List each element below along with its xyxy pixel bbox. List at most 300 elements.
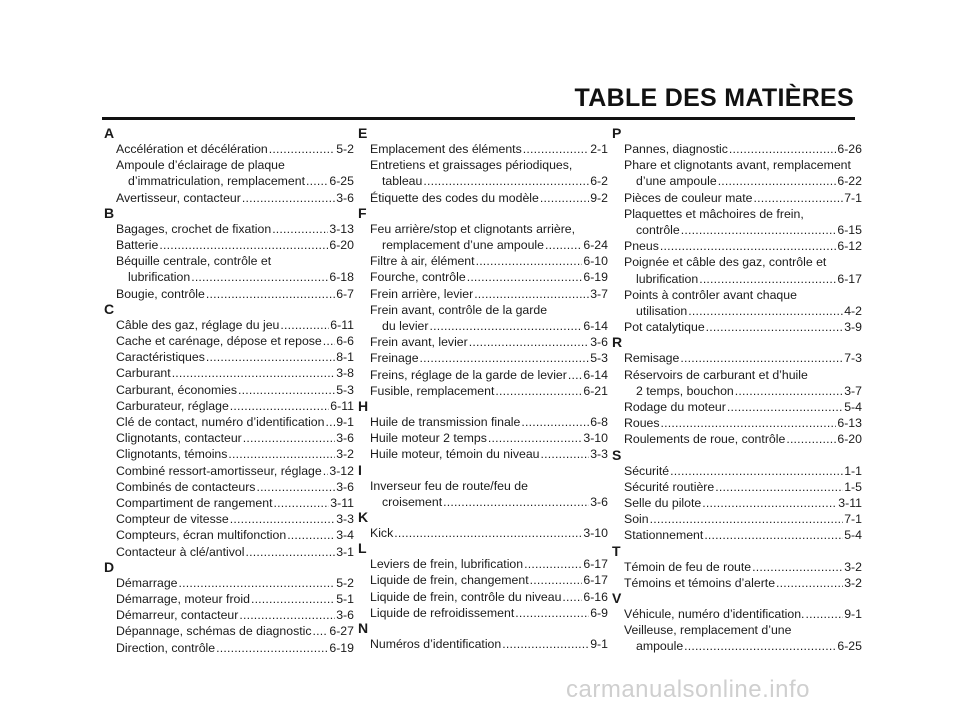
index-entry — [358, 269, 608, 285]
entry-line — [370, 446, 608, 462]
page-number: 6-17 — [583, 557, 608, 572]
section-letter: A — [104, 125, 115, 141]
entry-text: Carburant, économies — [116, 382, 237, 397]
page-number: 6-20 — [329, 238, 354, 253]
index-section — [358, 463, 608, 510]
entry-line — [370, 141, 608, 157]
index-entry — [104, 141, 354, 157]
index-entry — [104, 495, 354, 511]
entry-text: Ampoule d’éclairage de plaque — [116, 158, 285, 173]
entry-text: Combiné ressort-amortisseur, réglage — [116, 463, 322, 478]
page-number: 3-3 — [590, 447, 608, 462]
index-entry — [358, 572, 608, 588]
page-number: 6-6 — [336, 334, 354, 349]
index-entry — [612, 559, 862, 575]
entry-text: Leviers de frein, lubrification — [370, 557, 524, 572]
entry-text: Compteurs, écran multifonction — [116, 528, 287, 543]
entry-line — [116, 640, 354, 656]
entry-text: Remisage — [624, 351, 680, 366]
dot-leader — [530, 572, 583, 588]
index-entry — [104, 575, 354, 591]
entry-text: Réservoirs de carburant et d’huile — [624, 367, 808, 382]
index-entry — [104, 591, 354, 607]
page-number: 5-2 — [336, 575, 354, 590]
section-letter: R — [612, 334, 623, 351]
page-number: 3-7 — [844, 383, 862, 398]
dot-leader — [469, 334, 589, 350]
dot-leader — [704, 527, 843, 543]
entry-text: Frein arrière, levier — [370, 286, 474, 301]
dot-leader — [423, 173, 589, 189]
section-letter: F — [358, 204, 367, 221]
dot-leader — [718, 173, 837, 189]
index-entry — [612, 495, 862, 511]
dot-leader — [228, 446, 335, 462]
section-letter: B — [104, 204, 115, 221]
dot-leader — [323, 463, 329, 479]
page-number: 1-5 — [844, 479, 862, 494]
index-entry — [612, 350, 862, 366]
dot-leader — [251, 591, 335, 607]
entry-text: Phare et clignotants avant, remplacement — [624, 158, 851, 173]
dot-leader — [660, 238, 837, 254]
entry-line — [624, 319, 862, 335]
dot-leader — [172, 365, 336, 381]
page-number: 5-2 — [336, 142, 354, 156]
index-section — [104, 560, 354, 656]
entry-text: utilisation — [636, 304, 688, 319]
index-section — [612, 591, 862, 655]
page-number: 3-6 — [336, 190, 354, 205]
page-number: 3-7 — [590, 286, 608, 301]
entry-line — [116, 414, 354, 430]
entry-line — [370, 494, 608, 510]
index-entry — [104, 317, 354, 333]
entry-text: Kick — [370, 526, 394, 541]
dot-leader — [272, 221, 328, 237]
entry-text: Huile de transmission finale — [370, 415, 521, 430]
entry-text: Sécurité — [624, 463, 670, 478]
entry-line — [116, 173, 354, 189]
page-number: 6-15 — [837, 223, 862, 238]
dot-leader — [688, 303, 843, 319]
page-number: 7-3 — [844, 351, 862, 366]
entry-line — [624, 222, 862, 238]
dot-leader — [752, 559, 843, 575]
entry-text: Batterie — [116, 238, 159, 253]
dot-leader — [515, 605, 589, 621]
dot-leader — [562, 589, 582, 605]
dot-leader — [488, 430, 583, 446]
entry-line — [370, 589, 608, 605]
entry-text: Liquide de refroidissement — [370, 605, 515, 620]
entry-text: Clé de contact, numéro d’identification — [116, 415, 325, 430]
entry-line — [116, 479, 354, 495]
entry-line — [624, 254, 862, 270]
entry-line — [624, 383, 862, 399]
index-entry — [612, 479, 862, 495]
entry-line — [370, 237, 608, 253]
dot-leader — [568, 367, 583, 383]
dot-leader — [313, 623, 329, 639]
entry-text: Filtre à air, élément — [370, 254, 475, 269]
dot-leader — [706, 319, 844, 335]
index-entry — [612, 399, 862, 415]
index-entry — [612, 463, 862, 479]
page-number: 9-2 — [590, 190, 608, 205]
watermark: carmanualsonline.info — [566, 676, 810, 703]
index-section — [358, 510, 608, 541]
entry-line — [116, 317, 354, 333]
dot-leader — [394, 525, 582, 541]
page-number: 6-17 — [583, 573, 608, 588]
dot-leader — [523, 141, 589, 157]
entry-line — [624, 271, 862, 287]
index-entry — [358, 383, 608, 399]
entry-line — [116, 333, 354, 349]
index-entry — [104, 430, 354, 446]
index-entry — [358, 190, 608, 206]
entry-line — [624, 415, 862, 431]
entry-text: tableau — [382, 174, 423, 189]
entry-line — [370, 221, 608, 237]
dot-leader — [699, 271, 836, 287]
dot-leader — [521, 414, 589, 430]
entry-text: Compteur de vitesse — [116, 512, 229, 527]
section-letter: K — [358, 509, 369, 526]
dot-leader — [670, 463, 843, 479]
page-number: 3-11 — [330, 496, 354, 511]
entry-text: Liquide de frein, contrôle du niveau — [370, 589, 562, 604]
page-number: 6-25 — [837, 639, 862, 654]
entry-line — [116, 495, 354, 511]
index-entry — [358, 636, 608, 652]
entry-text: Sécurité routière — [624, 479, 715, 494]
entry-line — [370, 157, 608, 173]
entry-text: Feu arrière/stop et clignotants arrière, — [370, 221, 576, 236]
section-letter: L — [358, 540, 367, 557]
index-section — [358, 541, 608, 621]
page-number: 2-1 — [590, 142, 608, 156]
entry-text: d’une ampoule — [636, 174, 717, 189]
entry-text: Véhicule, numéro d’identification. — [624, 607, 805, 622]
entry-line — [624, 606, 862, 622]
dot-leader — [495, 383, 582, 399]
index-entry — [358, 605, 608, 621]
index-entry — [104, 190, 354, 206]
entry-text: Huile moteur, témoin du niveau — [370, 447, 540, 462]
section-letter: P — [612, 125, 622, 141]
entry-line — [370, 556, 608, 572]
page-number: 7-1 — [844, 512, 862, 527]
entry-text: Huile moteur 2 temps — [370, 431, 487, 446]
entry-text: Clignotants, témoins — [116, 447, 228, 462]
dot-leader — [159, 237, 328, 253]
entry-text: Liquide de frein, changement — [370, 573, 529, 588]
entry-text: Caractéristiques — [116, 350, 205, 365]
entry-text: croisement — [382, 494, 443, 509]
index-entry — [612, 319, 862, 335]
entry-text: d’immatriculation, remplacement — [128, 174, 306, 189]
index-entry — [358, 141, 608, 157]
entry-text: Béquille centrale, contrôle et — [116, 254, 272, 269]
dot-leader — [179, 575, 336, 591]
dot-leader — [280, 317, 329, 333]
entry-line — [116, 349, 354, 365]
section-letter: I — [358, 461, 362, 478]
section-letter: S — [612, 446, 622, 463]
dot-leader — [476, 253, 583, 269]
index-section — [104, 206, 354, 302]
entry-text: Points à contrôler avant chaque — [624, 287, 797, 302]
entry-text: Stationnement — [624, 528, 704, 543]
index-entry — [358, 556, 608, 572]
entry-line — [370, 383, 608, 399]
index-entry — [358, 525, 608, 541]
index-entry — [612, 575, 862, 591]
entry-line — [624, 638, 862, 654]
index-entry — [358, 446, 608, 462]
section-letter: H — [358, 398, 369, 415]
entry-line — [624, 622, 862, 638]
entry-line — [116, 221, 354, 237]
entry-line — [116, 463, 354, 479]
entry-line — [624, 350, 862, 366]
entry-text: Compartiment de rangement — [116, 496, 273, 511]
entry-line — [624, 287, 862, 303]
index-entry — [612, 254, 862, 286]
dot-leader — [323, 333, 335, 349]
entry-text: Clignotants, contacteur — [116, 431, 242, 446]
index-entry — [612, 527, 862, 543]
page-number: 6-7 — [336, 286, 354, 301]
dot-leader — [243, 430, 335, 446]
index-section — [104, 302, 354, 560]
entry-line — [624, 559, 862, 575]
dot-leader — [715, 479, 843, 495]
index-entry — [612, 431, 862, 447]
dot-leader — [680, 350, 843, 366]
index-section — [358, 399, 608, 463]
section-letter: T — [612, 542, 621, 559]
dot-leader — [274, 495, 330, 511]
page-number: 4-2 — [844, 304, 862, 319]
dot-leader — [735, 383, 843, 399]
dot-leader — [541, 446, 590, 462]
entry-line — [116, 591, 354, 607]
entry-line — [116, 253, 354, 269]
index-entry — [104, 333, 354, 349]
entry-text: lubrification — [636, 271, 699, 286]
index-entry — [104, 640, 354, 656]
entry-text: Carburant — [116, 366, 171, 381]
dot-leader — [230, 511, 335, 527]
entry-line — [370, 269, 608, 285]
entry-text: Accélération et décélération — [116, 142, 268, 156]
entry-line — [116, 446, 354, 462]
index-entry — [104, 414, 354, 430]
entry-line — [624, 367, 862, 383]
entry-line — [370, 286, 608, 302]
page-number: 3-13 — [329, 221, 354, 236]
entry-text: Combinés de contacteurs — [116, 479, 256, 494]
dot-leader — [545, 237, 582, 253]
entry-line — [370, 318, 608, 334]
entry-line — [624, 431, 862, 447]
index-section — [612, 335, 862, 447]
entry-line — [116, 269, 354, 285]
entry-text: Freinage — [370, 351, 419, 366]
page-number: 3-6 — [336, 608, 354, 623]
index-entry — [358, 367, 608, 383]
page-number: 6-11 — [330, 317, 354, 332]
entry-text: lubrification — [128, 270, 191, 285]
entry-line — [624, 527, 862, 543]
entry-text: Veilleuse, remplacement d’une — [624, 623, 792, 638]
index-entry — [612, 238, 862, 254]
page-number: 6-18 — [329, 270, 354, 285]
index-entry — [104, 221, 354, 237]
index-entry — [104, 365, 354, 381]
entry-text: du levier — [382, 319, 429, 334]
entry-line — [370, 367, 608, 383]
dot-leader — [239, 607, 335, 623]
dot-leader — [727, 399, 843, 415]
entry-text: ampoule — [636, 639, 684, 654]
entry-text: Bagages, crochet de fixation — [116, 221, 272, 236]
index-entry — [612, 157, 862, 189]
index-entry — [612, 190, 862, 206]
page-number: 9-1 — [844, 607, 862, 622]
entry-line — [370, 430, 608, 446]
header-rule — [102, 117, 855, 120]
index-entry — [104, 157, 354, 189]
entry-text: remplacement d’une ampoule — [382, 238, 545, 253]
page-number: 9-1 — [590, 637, 608, 652]
index-section — [358, 621, 608, 652]
entry-text: Fusible, remplacement — [370, 383, 495, 398]
entry-text: Fourche, contrôle — [370, 270, 466, 285]
page-number: 9-1 — [336, 415, 354, 430]
entry-line — [116, 141, 354, 157]
entry-text: Témoin de feu de route — [624, 559, 752, 574]
dot-leader — [287, 527, 335, 543]
page-number: 3-9 — [844, 320, 862, 335]
dot-leader — [269, 141, 335, 157]
entry-line — [370, 572, 608, 588]
entry-text: Étiquette des codes du modèle — [370, 190, 539, 205]
page-number: 6-10 — [583, 254, 608, 269]
entry-line — [116, 398, 354, 414]
entry-line — [624, 238, 862, 254]
page-number: 3-6 — [590, 494, 608, 509]
dot-leader — [502, 636, 589, 652]
page-number: 7-1 — [844, 190, 862, 205]
page-number: 3-4 — [336, 528, 354, 543]
dot-leader — [684, 638, 836, 654]
entry-line — [370, 605, 608, 621]
index-entry — [104, 623, 354, 639]
page-number: 3-1 — [336, 544, 354, 559]
page-number: 3-2 — [336, 447, 354, 462]
index-entry — [104, 237, 354, 253]
index-entry — [104, 607, 354, 623]
page-number: 6-14 — [583, 319, 608, 334]
entry-text: Frein avant, contrôle de la garde — [370, 302, 548, 317]
index-column-3 — [612, 126, 862, 655]
page-number: 3-12 — [329, 463, 354, 478]
entry-text: Selle du pilote — [624, 496, 702, 511]
page-number: 6-11 — [330, 398, 354, 413]
page-number: 6-21 — [583, 383, 608, 398]
page-number: 5-4 — [844, 400, 862, 415]
dot-leader — [661, 415, 837, 431]
page-number: 6-2 — [590, 174, 608, 189]
index-entry — [612, 622, 862, 654]
entry-text: Pannes, diagnostic — [624, 142, 728, 156]
index-entry — [104, 382, 354, 398]
index-entry — [358, 414, 608, 430]
entry-line — [116, 511, 354, 527]
dot-leader — [246, 544, 336, 560]
index-entry — [612, 367, 862, 399]
entry-text: Dépannage, schémas de diagnostic — [116, 624, 312, 639]
entry-line — [624, 479, 862, 495]
entry-text: Inverseur feu de route/feu de — [370, 478, 528, 493]
page-number: 6-8 — [590, 415, 608, 430]
page-number: 1-1 — [844, 463, 862, 478]
entry-line — [116, 575, 354, 591]
entry-text: Contacteur à clé/antivol — [116, 544, 245, 559]
entry-text: Bougie, contrôle — [116, 286, 205, 301]
index-entry — [104, 398, 354, 414]
index-entry — [358, 589, 608, 605]
page-number: 3-8 — [336, 366, 354, 381]
entry-text: Entretiens et graissages périodiques, — [370, 158, 573, 173]
entry-line — [370, 525, 608, 541]
entry-line — [624, 157, 862, 173]
dot-leader — [230, 398, 330, 414]
page-number: 3-3 — [336, 512, 354, 527]
index-section — [104, 126, 354, 206]
dot-leader — [681, 222, 837, 238]
page-title: TABLE DES MATIÈRES — [574, 84, 854, 112]
entry-line — [370, 636, 608, 652]
entry-text: Plaquettes et mâchoires de frein, — [624, 206, 804, 221]
dot-leader — [702, 495, 837, 511]
page-number: 6-26 — [837, 142, 862, 156]
entry-text: Avertisseur, contacteur — [116, 190, 241, 205]
index-entry — [612, 606, 862, 622]
section-letter: N — [358, 620, 369, 637]
entry-line — [370, 334, 608, 350]
dot-leader — [206, 286, 335, 302]
page-number: 6-19 — [329, 640, 354, 655]
entry-text: Rodage du moteur — [624, 400, 726, 415]
dot-leader — [256, 479, 335, 495]
entry-text: 2 temps, bouchon — [636, 383, 734, 398]
page-number: 3-2 — [844, 559, 862, 574]
index-entry — [358, 157, 608, 189]
entry-line — [624, 303, 862, 319]
index-entry — [612, 415, 862, 431]
dot-leader — [443, 494, 589, 510]
section-letter: E — [358, 125, 368, 141]
index-entry — [358, 221, 608, 253]
entry-text: Démarrage, moteur froid — [116, 592, 250, 607]
page-number: 6-12 — [837, 239, 862, 254]
index-column-1 — [104, 126, 354, 656]
